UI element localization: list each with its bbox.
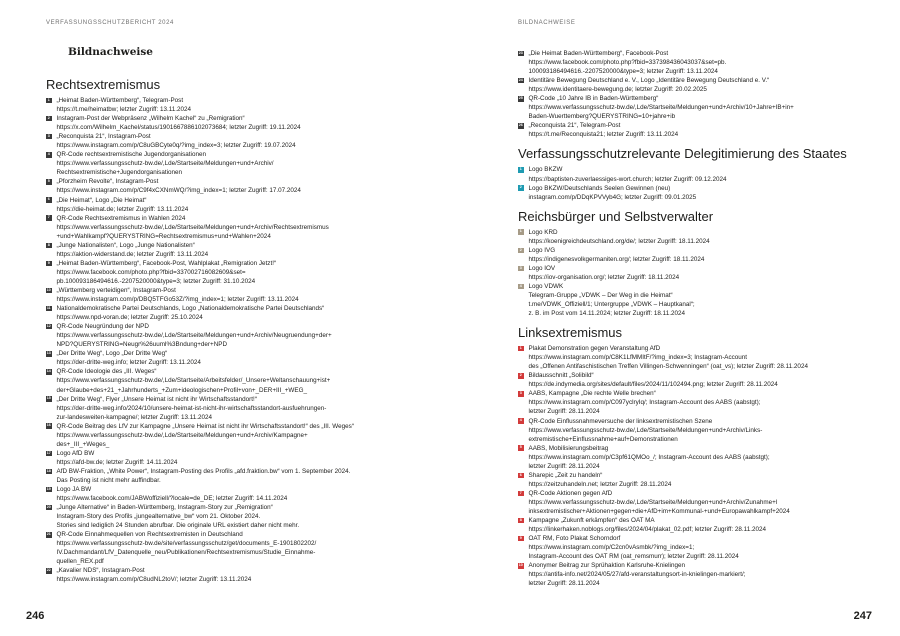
entry-source-line: https://www.identitaere-bewegung.de; letzter Zugriff: 20.02.2025 [528, 86, 707, 94]
entry-source-line: https://www.instagram.com/p/C9f4xCXNmWQ/?img_index=1; letzter Zugriff: 17.07.2024 [56, 187, 301, 195]
credit-entry [518, 444, 890, 471]
entry-description: QR-Code Neugründung der NPD [56, 323, 149, 331]
entry-text [529, 344, 891, 371]
entry-number-badge: 21 [46, 532, 51, 537]
entry-number-badge: 3 [47, 133, 50, 138]
credit-entry [46, 566, 431, 584]
entry-text [57, 177, 432, 195]
credit-entry [46, 322, 431, 349]
entry-source-line: https://www.verfassungsschutz-bw.de/,Lde/Startseite/Meldungen+und+Archiv/ [56, 160, 274, 168]
credit-entry [518, 76, 890, 94]
entry-description: „Reconquista 21“, Instagram-Post [56, 133, 151, 141]
credit-entry [518, 389, 890, 416]
right-page [450, 0, 900, 636]
credit-entry [46, 395, 431, 422]
entry-text [57, 395, 432, 422]
entry-list [518, 49, 890, 139]
entry-number-badge: 5 [47, 179, 50, 184]
entry-text [529, 471, 891, 489]
entry-source-line: pb.100093186494616.-2207520000&type=3; letzter Zugriff: 31.10.2024 [56, 277, 256, 285]
entry-number-badge: 1 [519, 345, 522, 350]
section-rechtsextremismus [46, 77, 431, 585]
entry-number-badge: 4 [519, 283, 522, 288]
entry-source-line: https://linkerhaken.noblogs.org/files/2024/04/plakat_02.pdf; letzter Zugriff: 28.11.2024 [528, 526, 766, 534]
entry-description: QR-Code rechtsextremistische Jugendorganisationen [56, 151, 206, 159]
entry-source-line: z. B. im Post vom 14.11.2024; letzter Zugriff: 18.11.2024 [528, 310, 685, 318]
section-delegitimierung [518, 146, 890, 201]
running-head-left: VERFASSUNGSSCHUTZBERICHT 2024 [46, 20, 174, 26]
entry-description: „Württemberg verteidigen“, Instagram-Post [56, 286, 176, 294]
entry-list [518, 228, 890, 318]
entry-source-line: https://www.verfassungsschutz-bw.de/site/verfassungsschutz/get/documents_E-1901802202/ [56, 540, 317, 548]
entry-source-line: https://koenigreichdeutschland.org/de/; letzter Zugriff: 18.11.2024 [528, 237, 710, 245]
entry-number-badge: 24 [518, 77, 523, 82]
entry-source-line: der+Glaube+des+21_+Jahrhunderts_+Zum+ideologischen+Profil+von+_DER+III_+WEG_ [56, 386, 307, 394]
credit-entry [518, 264, 890, 282]
entry-text [57, 503, 432, 530]
entry-source-line: https://www.instagram.com/p/C2cn0vAsmbk/?img_index=1; [528, 544, 695, 552]
entry-number-badge: 1 [47, 97, 50, 102]
entry-source-line: https://x.com/Wilhelm_Kachel/status/1901667886102073684; letzter Zugriff: 19.11.2024 [56, 124, 301, 132]
entry-description: Nationaldemokratische Partei Deutschlands, Logo „Nationaldemokratische Partei Deutschlands“ [56, 305, 325, 313]
entry-source-line: extremistische+Einflussnahme+auf+Demonstrationen [528, 435, 678, 443]
entry-description: „Kavalier NDS“, Instagram-Post [56, 567, 145, 575]
entry-description: Bildausschnitt „Solibild“ [528, 372, 594, 380]
section-reichsbuerger [518, 209, 890, 318]
credit-entry [46, 114, 431, 132]
credit-entry [518, 516, 890, 534]
credit-entry [518, 371, 890, 389]
entry-list [46, 96, 431, 585]
entry-number-badge: 14 [46, 369, 51, 374]
entry-number-badge: 8 [47, 242, 50, 247]
entry-description: Logo JA BW [56, 486, 92, 494]
entry-source-line: inksextremistischer+Aktionen+gegen+die+AfD+im+Kommunal-+und+Europawahlkampf+2024 [528, 507, 790, 515]
credit-entry [518, 344, 890, 371]
entry-text [57, 196, 432, 214]
entry-source-line: https://der-dritte-weg.info/2024/10/unsere-heimat-ist-nicht-ihr-wirtschaftsstandort-ausfuehrungen- [56, 404, 327, 412]
credit-entry [46, 304, 431, 322]
entry-text [57, 349, 432, 367]
entry-number-badge: 2 [519, 185, 522, 190]
entry-source-line: https://t.me/heimatbw; letzter Zugriff: 13.11.2024 [56, 106, 192, 114]
entry-text [529, 516, 891, 534]
entry-text [529, 121, 891, 139]
entry-number-badge: 6 [47, 197, 50, 202]
entry-source-line: NPD?QUERYSTRING=Neugr%26uuml%3Bndung+der+NPD [56, 341, 228, 349]
entry-text [529, 534, 891, 561]
entry-text [529, 371, 891, 389]
entry-text [57, 96, 432, 114]
page-number-right: 247 [853, 610, 872, 622]
entry-description: QR-Code Ideologie des „III. Weges“ [56, 368, 157, 376]
section-heading: Linksextremismus [518, 325, 623, 341]
entry-source-line: https://afd-bw.de; letzter Zugriff: 14.11.2024 [56, 458, 178, 466]
entry-description: QR-Code „10 Jahre IB in Baden-Württemberg“ [528, 95, 659, 103]
entry-description: Logo IOV [528, 264, 556, 272]
entry-number-badge: 8 [519, 517, 522, 522]
entry-description: Logo VDWK [528, 282, 564, 290]
entry-list [518, 165, 890, 201]
entry-source-line: des+_III_+Weges_ [56, 440, 110, 448]
entry-number-badge: 7 [47, 215, 50, 220]
entry-text [57, 485, 432, 503]
entry-source-line: https://zeitzuhandeln.net; letzter Zugriff: 28.11.2024 [528, 480, 672, 488]
credit-entry [518, 534, 890, 561]
entry-number-badge: 1 [519, 229, 522, 234]
entry-description: „Der Dritte Weg“, Flyer „Unsere Heimat ist nicht ihr Wirtschaftsstandort!“ [56, 395, 257, 403]
entry-source-line: https://www.verfassungsschutz-bw.de/,Lde/Startseite/Arbeitsfelder/_Unsere+Weltanschauung+ist+ [56, 377, 331, 385]
entry-text [529, 282, 891, 318]
credit-entry [518, 471, 890, 489]
entry-number-badge: 9 [519, 535, 522, 540]
entry-text [57, 467, 432, 485]
entry-text [529, 76, 891, 94]
entry-source-line: https://www.facebook.com/photo.php?fbid=337398436043037&set=pb. [528, 59, 727, 67]
entry-description: Sharepic „Zeit zu handeln“ [528, 471, 603, 479]
entry-number-badge: 1 [519, 167, 522, 172]
entry-source-line: instagram.com/p/DDqKPVVyb4G; letzter Zugriff: 09.01.2025 [528, 193, 697, 201]
entry-number-badge: 6 [519, 472, 522, 477]
entry-text [529, 165, 891, 183]
credit-entry [518, 489, 890, 516]
entry-source-line: https://www.instagram.com/p/C8uGBCyte0q/?img_index=3; letzter Zugriff: 19.07.2024 [56, 142, 296, 150]
entry-source-line: https://www.verfassungsschutz-bw.de/,Lde/Startseite/Meldungen+und+Archiv/10+Jahre+IB+in+ [528, 104, 794, 112]
entry-text [529, 264, 891, 282]
credit-entry [518, 282, 890, 318]
credit-entry [518, 184, 890, 202]
entry-text [529, 561, 891, 588]
entry-number-badge: 18 [46, 468, 51, 473]
entry-source-line: des „Offenen Antifaschistischen Treffen Villingen-Schwenningen“ (oat_vs); letzter Zugriff: 28.11.2024 [528, 363, 808, 371]
entry-description: Kampagne „Zukunft erkämpfen“ des OAT MA [528, 517, 655, 525]
credit-entry [46, 485, 431, 503]
entry-source-line: Instagram-Account des OAT RM (oat_remsmurr); letzter Zugriff: 28.11.2024 [528, 553, 739, 561]
section-heading: Reichsbürger und Selbstverwalter [518, 208, 714, 224]
entry-text [57, 114, 432, 132]
entry-source-line: letzter Zugriff: 28.11.2024 [528, 580, 600, 588]
entry-text [57, 241, 432, 259]
entry-text [57, 566, 432, 584]
entry-number-badge: 12 [46, 323, 51, 328]
entry-text [529, 228, 891, 246]
entry-description: „Reconquista 21“, Telegram-Post [528, 122, 621, 130]
entry-text [529, 417, 891, 444]
book-title: Bildnachweise [68, 46, 153, 58]
section-rechtsextremismus-continued [518, 49, 890, 139]
entry-source-line: https://die-heimat.de; letzter Zugriff: 13.11.2024 [56, 205, 189, 213]
entry-description: Logo KRD [528, 228, 558, 236]
credit-entry [46, 196, 431, 214]
credit-entry [46, 177, 431, 195]
section-heading: Rechtsextremismus [46, 77, 161, 92]
entry-source-line: t.me/VDWK_Offiziell/1; Untergruppe „VDWK – Hauptkanal“; [528, 301, 695, 309]
entry-description: QR-Code Einnahmequellen von Rechtsextremisten in Deutschland [56, 531, 243, 539]
entry-description: „Pforzheim Revolte“, Instagram-Post [56, 178, 159, 186]
entry-description: QR-Code Einflussnahmeversuche der linksextremistischen Szene [528, 417, 713, 425]
entry-number-badge: 7 [519, 490, 522, 495]
left-content [46, 77, 431, 592]
entry-source-line: https://www.facebook.com/JABWoffiziell/?locale=de_DE; letzter Zugriff: 14.11.2024 [56, 495, 288, 503]
entry-number-badge: 23 [518, 50, 523, 55]
entry-description: AfD BW-Fraktion, „White Power“, Instagram-Posting des Profils „afd.fraktion.bw“ vom 1. September 2024. [56, 467, 351, 475]
credit-entry [46, 449, 431, 467]
credit-entry [518, 561, 890, 588]
credit-entry [46, 150, 431, 177]
entry-number-badge: 16 [46, 423, 51, 428]
entry-number-badge: 26 [518, 123, 523, 128]
entry-source-line: IV.Dachmandant/LfV_Datenquelle_neu/Publikationen/Rechtsextremismus/Studie_Einnahme- [56, 549, 316, 557]
entry-description: Instagram-Post der Webpräsenz „Wilhelm Kachel“ zu „Remigration“ [56, 115, 245, 123]
entry-source-line: Instagram-Story des Profils „jungealternative_bw“ vom 21. Oktober 2024. [56, 513, 261, 521]
entry-number-badge: 2 [519, 247, 522, 252]
entry-text [57, 259, 432, 286]
entry-number-badge: 4 [47, 152, 50, 157]
entry-description: Plakat Demonstration gegen Veranstaltung AfD [528, 345, 661, 353]
entry-description: OAT RM, Foto Plakat Schorndorf [528, 535, 621, 543]
entry-number-badge: 9 [47, 260, 50, 265]
entry-number-badge: 25 [518, 96, 523, 101]
credit-entry [518, 49, 890, 76]
entry-text [57, 304, 432, 322]
entry-number-badge: 15 [46, 396, 51, 401]
entry-source-line: https://www.verfassungsschutz-bw.de/,Lde/Startseite/Meldungen+und+Archiv/Rechtsextremismus [56, 223, 329, 231]
credit-entry [46, 367, 431, 394]
entry-description: AABS, Mobilisierungsbeitrag [528, 444, 609, 452]
entry-list [518, 344, 890, 588]
entry-source-line: Das Posting ist nicht mehr auffindbar. [56, 476, 161, 484]
entry-text [57, 150, 432, 177]
section-heading: Verfassungsschutzrelevante Delegitimierung des Staates [518, 146, 847, 162]
entry-source-line: 100093186494616.-2207520000&type=3; letzter Zugriff: 13.11.2024 [528, 68, 718, 76]
entry-text [57, 530, 432, 566]
entry-source-line: https://aktion-widerstand.de; letzter Zugriff: 13.11.2024 [56, 250, 209, 258]
entry-source-line: https://www.verfassungsschutz-bw.de/,Lde/Startseite/Meldungen+und+Archiv/Neugruendung+der+ [56, 332, 332, 340]
entry-source-line: https://www.verfassungsschutz-bw.de/,Lde/Startseite/Meldungen+und+Archiv/Zunahme+l [528, 498, 778, 506]
credit-entry [518, 228, 890, 246]
entry-source-line: https://antifa-info.net/2024/05/27/afd-veranstaltungsort-in-knielingen-markiert/; [528, 571, 746, 579]
credit-entry [46, 132, 431, 150]
section-linksextremismus [518, 325, 890, 588]
entry-description: „Der Dritte Weg“, Logo „Der Dritte Weg“ [56, 350, 168, 358]
entry-number-badge: 19 [46, 486, 51, 491]
entry-source-line: https://www.instagram.com/p/C097yclryIq/; Instagram-Account des AABS (aabstgt); [528, 399, 761, 407]
entry-number-badge: 3 [519, 391, 522, 396]
entry-source-line: zur-landesweiten-kampagne/; letzter Zugriff: 13.11.2024 [56, 413, 213, 421]
entry-source-line: Baden-Wuerttemberg?QUERYSTRING=10+jahre+ib [528, 113, 676, 121]
entry-description: AABS, Kampagne „Die rechte Welle brechen“ [528, 390, 656, 398]
credit-entry [46, 467, 431, 485]
entry-source-line: https://indigenesvolkgermaniten.org/; letzter Zugriff: 18.11.2024 [528, 255, 705, 263]
entry-source-line: Stories sind lediglich 24 Stunden abrufbar. Die originale URL existiert daher nicht mehr. [56, 522, 300, 530]
entry-description: Logo BKZW [528, 166, 563, 174]
credit-entry [518, 165, 890, 183]
entry-text [57, 367, 432, 394]
entry-source-line: Telegram-Gruppe „VDWK – Der Weg in die Heimat“ [528, 291, 673, 299]
entry-description: „Junge Nationalisten“, Logo „Junge Nationalisten“ [56, 241, 195, 249]
entry-description: „Junge Alternative“ in Baden-Württemberg, Instagram-Story zur „Remigration“ [56, 504, 273, 512]
entry-text [57, 286, 432, 304]
credit-entry [46, 214, 431, 241]
credit-entry [46, 259, 431, 286]
entry-number-badge: 5 [519, 445, 522, 450]
entry-source-line: https://www.facebook.com/photo.php?fbid=337002716082609&set= [56, 268, 246, 276]
entry-description: QR-Code Rechtsextremismus in Wahlen 2024 [56, 214, 186, 222]
page-number-left: 246 [26, 610, 45, 622]
entry-source-line: Rechtsextremistische+Jugendorganisationen [56, 169, 182, 177]
entry-number-badge: 20 [46, 504, 51, 509]
entry-text [529, 246, 891, 264]
entry-source-line: https://baptisten-zuverlaessiges-wort.church; letzter Zugriff: 09.12.2024 [528, 175, 727, 183]
entry-number-badge: 13 [46, 351, 51, 356]
entry-source-line: https://www.instagram.com/p/DBQ5TFGo53Z/?img_index=1; letzter Zugriff: 13.11.2024 [56, 296, 299, 304]
entry-source-line: +und+Wahlkampf?QUERYSTRING=Rechtsextremismus+und+Wahlen+2024 [56, 232, 271, 240]
right-content [518, 49, 890, 595]
credit-entry [46, 241, 431, 259]
entry-text [57, 132, 432, 150]
credit-entry [46, 530, 431, 566]
credit-entry [518, 246, 890, 264]
entry-number-badge: 22 [46, 568, 51, 573]
entry-source-line: https://www.instagram.com/p/C8udNL2toV/; letzter Zugriff: 13.11.2024 [56, 576, 252, 584]
entry-text [57, 322, 432, 349]
entry-text [529, 444, 891, 471]
entry-number-badge: 11 [46, 305, 51, 310]
entry-number-badge: 4 [519, 418, 522, 423]
entry-text [529, 489, 891, 516]
entry-source-line: https://iov-organisation.org/; letzter Zugriff: 18.11.2024 [528, 273, 680, 281]
credit-entry [46, 422, 431, 449]
credit-entry [518, 121, 890, 139]
entry-source-line: letzter Zugriff: 28.11.2024 [528, 408, 600, 416]
entry-description: Logo AfD BW [56, 449, 95, 457]
entry-description: QR-Code Aktionen gegen AfD [528, 489, 613, 497]
entry-text [529, 49, 891, 76]
entry-text [529, 94, 891, 121]
entry-number-badge: 3 [519, 265, 522, 270]
entry-description: Logo BKZW/Deutschlands Seelen Gewinnen (neu) [528, 184, 671, 192]
entry-text [57, 449, 432, 467]
entry-description: „Heimat Baden-Württemberg“, Facebook-Post, Wahlplakat „Remigration Jetzt!“ [56, 259, 277, 267]
entry-text [57, 214, 432, 241]
entry-source-line: https://www.npd-voran.de; letzter Zugriff: 25.10.2024 [56, 314, 203, 322]
entry-text [57, 422, 432, 449]
entry-description: „Heimat Baden-Württemberg“, Telegram-Post [56, 97, 184, 104]
entry-source-line: https://t.me/Reconquista21; letzter Zugriff: 13.11.2024 [528, 131, 679, 139]
entry-description: Anonymer Beitrag zur Sprühaktion Karlsruhe-Knielingen [528, 562, 685, 570]
entry-number-badge: 2 [47, 115, 50, 120]
credit-entry [46, 503, 431, 530]
entry-source-line: https://de.indymedia.org/sites/default/files/2024/11/102494.png; letzter Zugriff: 28.11.2024 [528, 381, 778, 389]
entry-number-badge: 10 [518, 563, 523, 568]
entry-source-line: https://www.verfassungsschutz-bw.de/,Lde/Startseite/Meldungen+und+Archiv/Links- [528, 426, 763, 434]
entry-number-badge: 10 [46, 287, 51, 292]
entry-source-line: https://www.verfassungsschutz-bw.de/,Lde/Startseite/Meldungen+und+Archiv/Kampagne+ [56, 431, 308, 439]
entry-source-line: https://www.instagram.com/p/C8K1LfMMItF/?img_index=3; Instagram-Account [528, 354, 748, 362]
entry-number-badge: 2 [519, 373, 522, 378]
entry-text [529, 389, 891, 416]
entry-source-line: quellen_REX.pdf [56, 558, 104, 566]
entry-number-badge: 17 [46, 450, 51, 455]
entry-description: „Die Heimat Baden-Württemberg“, Facebook-Post [528, 50, 669, 57]
entry-source-line: https://der-dritte-weg.info; letzter Zugriff: 13.11.2024 [56, 359, 201, 367]
running-head-right: BILDNACHWEISE [518, 20, 576, 26]
entry-description: QR-Code Beitrag des LfV zur Kampagne „Unsere Heimat ist nicht ihr Wirtschaftsstandort!“ des „III. Weges“ [56, 422, 354, 430]
entry-description: „Die Heimat“, Logo „Die Heimat“ [56, 196, 147, 204]
credit-entry [46, 349, 431, 367]
credit-entry [518, 417, 890, 444]
entry-description: Identitäre Bewegung Deutschland e. V., Logo „Identitäre Bewegung Deutschland e. V.“ [528, 77, 770, 85]
entry-source-line: https://www.instagram.com/p/C3pf61QMOo_/; Instagram-Account des AABS (aabstgt); [528, 453, 770, 461]
credit-entry [518, 94, 890, 121]
entry-text [529, 184, 891, 202]
credit-entry [46, 286, 431, 304]
entry-source-line: letzter Zugriff: 28.11.2024 [528, 462, 600, 470]
entry-description: Logo IVG [528, 246, 556, 254]
credit-entry [46, 96, 431, 114]
